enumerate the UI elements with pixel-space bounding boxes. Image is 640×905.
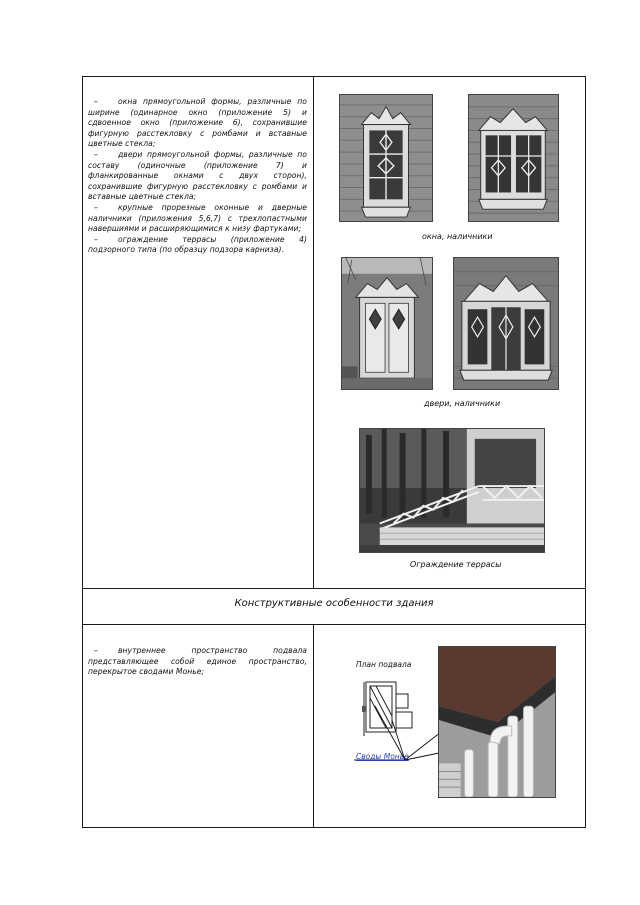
caption-doors: двери, наличники — [424, 399, 501, 408]
basement-plan-drawing — [360, 676, 420, 756]
list-item: – ограждение террасы (приложение 4) подзорного типа (по образцу подзора карниза). — [88, 234, 307, 255]
monier-vaults-label: Своды Монье — [356, 752, 409, 761]
column-divider-top — [313, 76, 314, 589]
terrace-photo — [359, 428, 545, 553]
caption-windows: окна, наличники — [422, 232, 493, 241]
left-bottom-bullet-list — [88, 646, 307, 678]
column-divider-bottom — [313, 624, 314, 828]
list-item: – внутреннее пространство подвала представляющее собой единое пространство, перекрытое сводами Монье; — [88, 646, 307, 677]
list-item: – окна прямоугольной формы, различные по ширине (одинарное окно (приложение 5) и сдвоенное окно (приложение 6), сохранившие фигурную расстекловку с ромбами и вставные цветные стекла; — [88, 97, 307, 149]
window-single-photo — [339, 94, 433, 222]
section-divider-top — [82, 588, 586, 589]
door-flanked-photo — [453, 257, 559, 390]
door-single-photo — [341, 257, 433, 390]
list-item: – двери прямоугольной формы, различные по составу (одиночные (приложение 7) и фланкированные окнами с двух сторон), сохранившие фигурную расстекловку с ромбами и вставные цветные стекла; — [88, 149, 307, 202]
basement-vault-photo — [438, 646, 556, 798]
section-title: Конструктивные особенности здания — [234, 598, 434, 609]
left-top-bullet-list — [88, 97, 307, 256]
list-item: – крупные прорезные оконные и дверные наличники (приложения 5,6,7) с трехлопастными навершиями и расширяющимися к низу фартуками; — [88, 202, 307, 234]
caption-terrace: Ограждение террасы — [410, 560, 502, 569]
window-double-photo — [468, 94, 559, 222]
section-divider-bottom — [82, 624, 586, 625]
basement-plan-title: План подвала — [356, 660, 412, 669]
